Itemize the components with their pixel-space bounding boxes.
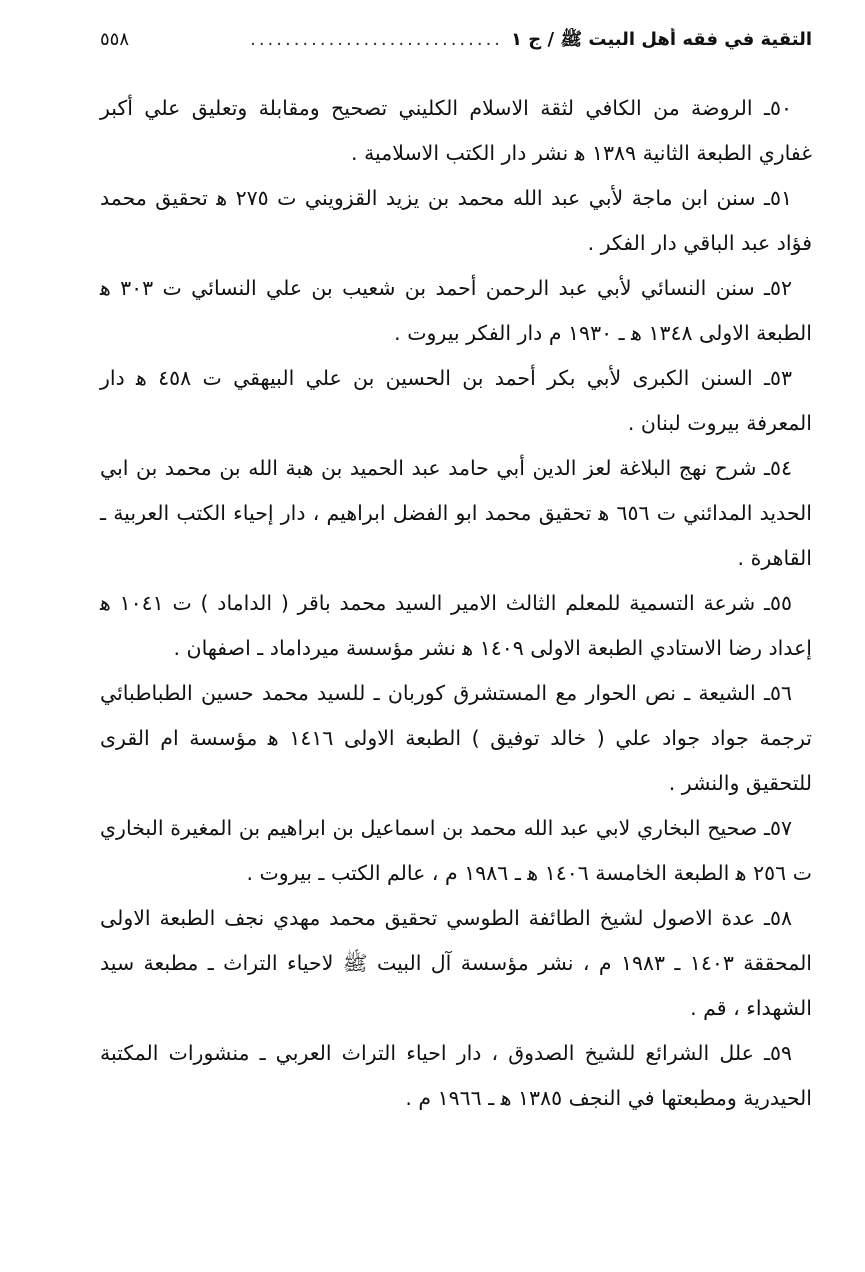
bibliography-entry: [100, 806, 812, 896]
entry-number: ٥٤: [769, 456, 792, 480]
bibliography-entry: [100, 266, 812, 356]
bibliography-list: [100, 86, 812, 1121]
entry-text: ـ شرعة التسمية للمعلم الثالث الامير السيد محمد باقر ( الداماد ) ت ١٠٤١ ﻫ إعداد رضا الاستادي الطبعة الاولى ١٤٠٩ ﻫ نشر مؤسسة ميرداماد ـ اصفهان .: [100, 591, 812, 660]
bibliography-entry: [100, 86, 812, 176]
bibliography-entry: [100, 1031, 812, 1121]
entry-number: ٥٦: [769, 681, 792, 705]
entry-text: ـ الشيعة ـ نص الحوار مع المستشرق كوربان ـ للسيد محمد حسين الطباطبائي ترجمة جواد جواد علي ( خالد توفيق ) الطبعة الاولى ١٤١٦ ﻫ مؤسسة ام القرى للتحقيق والنشر .: [100, 681, 812, 795]
bibliography-entry: [100, 581, 812, 671]
bibliography-entry: [100, 671, 812, 806]
entry-text: ـ السنن الكبرى لأبي بكر أحمد بن الحسين بن علي البيهقي ت ٤٥٨ ﻫ دار المعرفة بيروت لبنان .: [100, 366, 812, 435]
bibliography-entry: [100, 176, 812, 266]
entry-text: ـ عدة الاصول لشيخ الطائفة الطوسي تحقيق محمد مهدي نجف الطبعة الاولى المحققة ١٤٠٣ ـ ١٩٨٣ م ، نشر مؤسسة آل البيت ﷺ لاحياء التراث ـ مطبعة سيد الشهداء ، قم .: [100, 906, 813, 1020]
entry-number: ٥٣: [769, 366, 792, 390]
running-title: التقية في فقه أهل البيت ﷺ / ج ١: [511, 29, 812, 50]
entry-number: ٥٠: [769, 96, 792, 120]
entry-text: ـ علل الشرائع للشيخ الصدوق ، دار احياء التراث العربي ـ منشورات المكتبة الحيدرية ومطبعتها في النجف ١٣٨٥ ﻫ ـ ١٩٦٦ م .: [100, 1041, 812, 1110]
entry-number: ٥٧: [769, 816, 792, 840]
bibliography-entry: [100, 896, 812, 1031]
entry-text: ـ سنن ابن ماجة لأبي عبد الله محمد بن يزيد القزويني ت ٢٧٥ ﻫ تحقيق محمد فؤاد عبد الباقي دار الفكر .: [100, 186, 812, 255]
entry-text: ـ سنن النسائي لأبي عبد الرحمن أحمد بن شعيب بن علي النسائي ت ٣٠٣ ﻫ الطبعة الاولى ١٣٤٨ ﻫ ـ ١٩٣٠ م دار الفكر بيروت .: [100, 276, 812, 345]
entry-number: ٥٩: [769, 1041, 792, 1065]
entry-text: ـ شرح نهج البلاغة لعز الدين أبي حامد عبد الحميد بن هبة الله بن محمد بن ابي الحديد المدائني ت ٦٥٦ ﻫ تحقيق محمد ابو الفضل ابراهيم ، دار إحياء الكتب العربية ـ القاهرة .: [100, 456, 812, 570]
entry-number: ٥٨: [769, 906, 792, 930]
entry-number: ٥٥: [769, 591, 793, 615]
bibliography-entry: [100, 446, 812, 581]
running-header: [100, 28, 812, 68]
page-number: ٥٥٨: [100, 29, 130, 50]
entry-text: ـ الروضة من الكافي لثقة الاسلام الكليني تصحيح ومقابلة وتعليق علي أكبر غفاري الطبعة الثانية ١٣٨٩ ﻫ نشر دار الكتب الاسلامية .: [100, 96, 812, 165]
book-page: [100, 28, 812, 1121]
entry-text: ـ صحيح البخاري لابي عبد الله محمد بن اسماعيل بن ابراهيم بن المغيرة البخاري ت ٢٥٦ ﻫ الطبعة الخامسة ١٤٠٦ ﻫ ـ ١٩٨٦ م ، عالم الكتب ـ بيروت .: [100, 816, 812, 885]
bibliography-entry: [100, 356, 812, 446]
leader-dots: .............................: [250, 29, 504, 50]
entry-number: ٥٢: [769, 276, 792, 300]
entry-number: ٥١: [769, 186, 792, 210]
